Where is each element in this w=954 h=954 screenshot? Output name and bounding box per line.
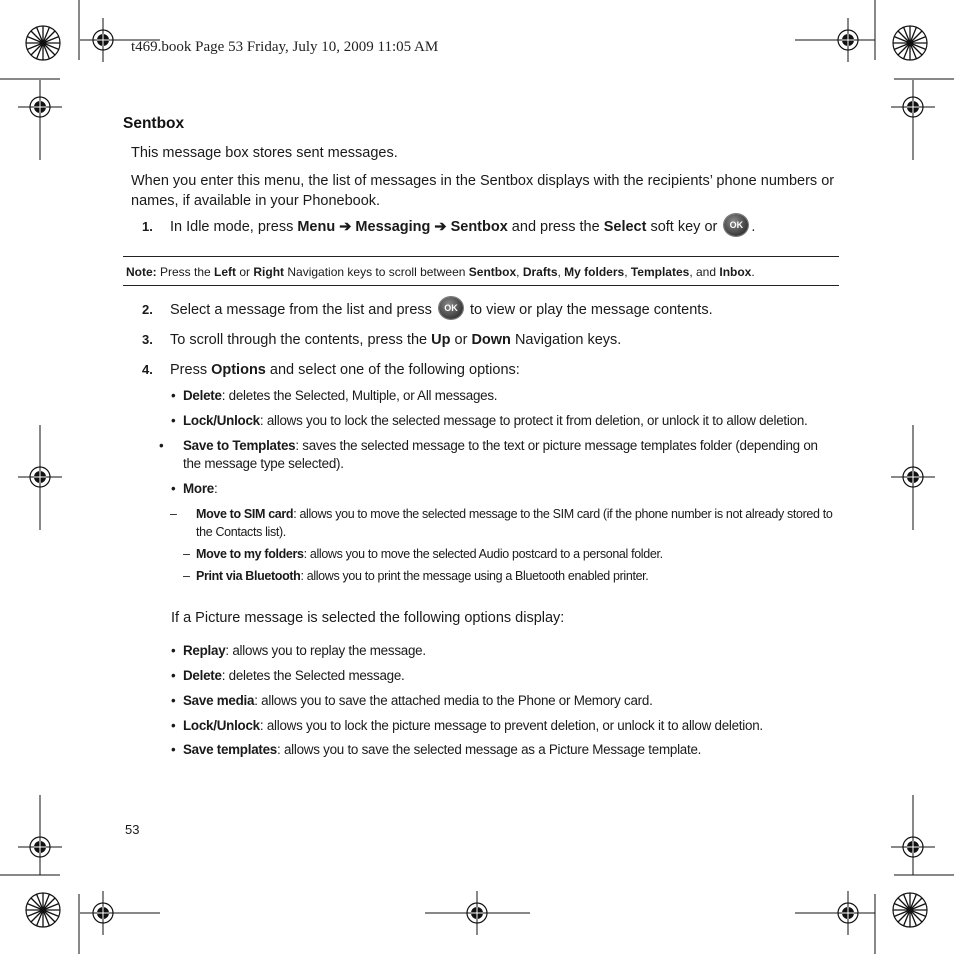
sub-list-item: – Move to my folders: allows you to move the selected Audio postcard to a personal folder. bbox=[183, 547, 663, 561]
list-item: • Replay: allows you to replay the message. bbox=[171, 643, 426, 658]
step-1: 1. In Idle mode, press Menu ➔ Messaging ➔ Sentbox and press the Select soft key or OK . bbox=[142, 217, 832, 237]
intro-text: This message box stores sent messages. bbox=[131, 145, 398, 161]
picture-options-intro: If a Picture message is selected the following options display: bbox=[171, 610, 565, 626]
list-item: • Lock/Unlock: allows you to lock the selected message to protect it from deletion, or unlock it to allow deletion. bbox=[171, 413, 808, 428]
print-slug: t469.book Page 53 Friday, July 10, 2009 11:05 AM bbox=[131, 39, 439, 55]
list-item: • Delete: deletes the Selected, Multiple, or All messages. bbox=[171, 388, 498, 403]
step-4: 4. Press Options and select one of the following options: bbox=[142, 362, 520, 378]
list-item: • Save templates: allows you to save the selected message as a Picture Message template. bbox=[171, 742, 702, 757]
list-item: • Save to Templates: saves the selected message to the text or picture message templates folder (depending on the message type selected). bbox=[159, 438, 818, 471]
list-item: • More: bbox=[171, 481, 218, 496]
list-item: • Save media: allows you to save the attached media to the Phone or Memory card. bbox=[171, 693, 653, 708]
page-number: 53 bbox=[125, 822, 140, 837]
ok-key-icon: OK bbox=[439, 297, 463, 319]
sub-list-item: – Move to SIM card: allows you to move the selected message to the SIM card (if the phone number is not already stored to the Contacts list). bbox=[170, 507, 833, 539]
section-title: Sentbox bbox=[123, 115, 185, 132]
sub-list-item: – Print via Bluetooth: allows you to print the message using a Bluetooth enabled printer. bbox=[183, 569, 649, 583]
step-3: 3. To scroll through the contents, press the Up or Down Navigation keys. bbox=[142, 332, 622, 348]
description-line-2: names, if available in your Phonebook. bbox=[131, 193, 381, 209]
ok-key-icon: OK bbox=[724, 214, 748, 236]
note-label: Note: bbox=[126, 265, 157, 279]
step-2: 2. Select a message from the list and press OK to view or play the message contents. bbox=[142, 300, 832, 320]
note-box: Note: Press the Left or Right Navigation keys to scroll between Sentbox, Drafts, My folders, Templates, and Inbox. bbox=[123, 256, 839, 286]
description-line-1: When you enter this menu, the list of messages in the Sentbox displays with the recipients’ phone numbers or bbox=[131, 173, 835, 189]
list-item: • Delete: deletes the Selected message. bbox=[171, 668, 405, 683]
list-item: • Lock/Unlock: allows you to lock the picture message to prevent deletion, or unlock it to allow deletion. bbox=[171, 718, 763, 733]
